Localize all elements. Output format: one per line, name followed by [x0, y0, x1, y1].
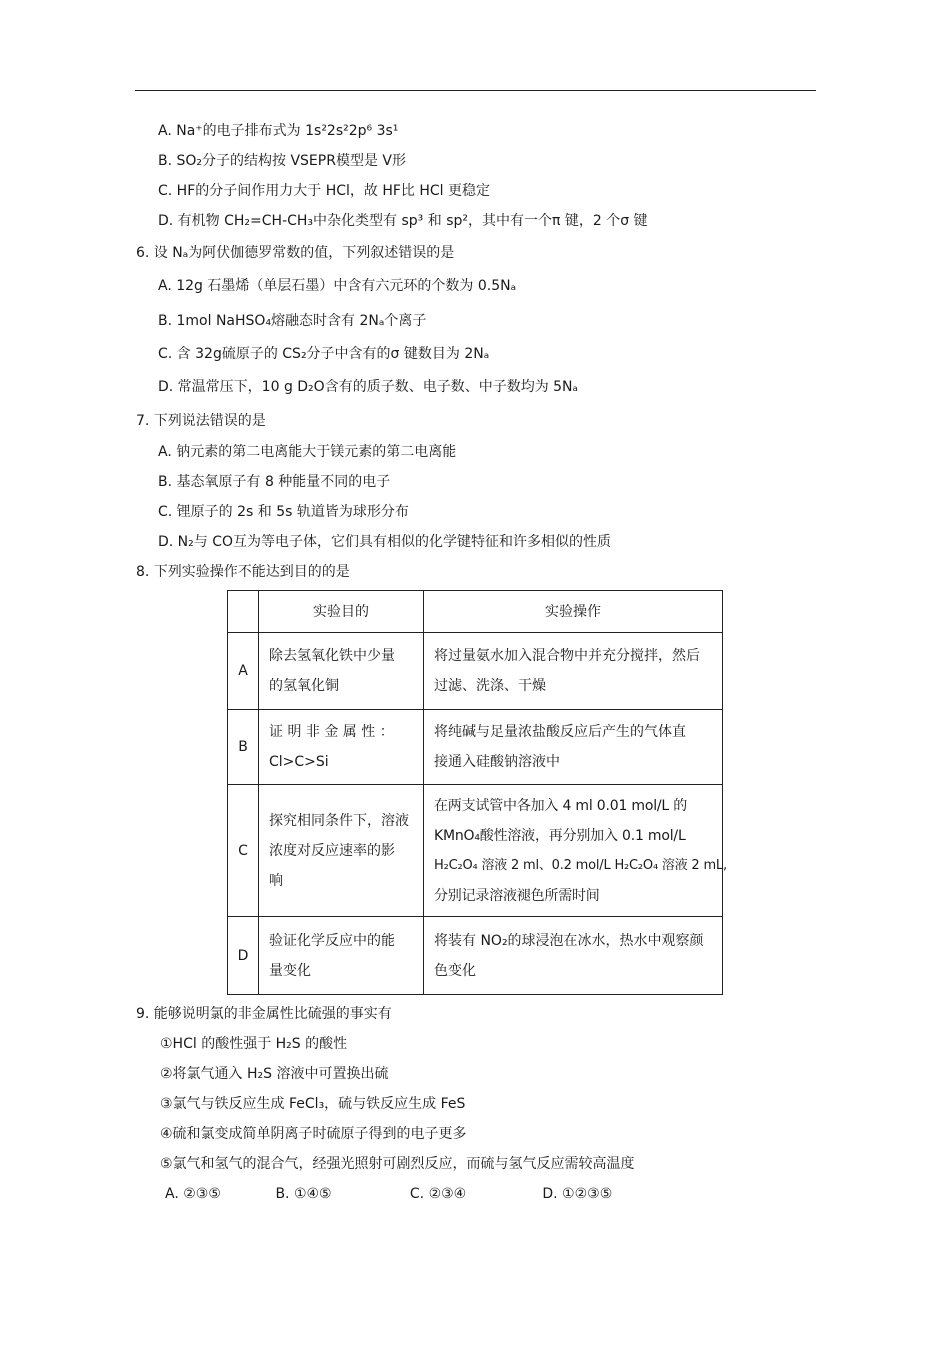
cell-line: 将过量氨水加入混合物中并充分搅拌，然后: [434, 648, 700, 664]
row-operation: [424, 785, 727, 917]
q5-option-a: A. Na⁺的电子排布式为 1s²2s²2p⁶ 3s¹: [158, 123, 399, 139]
q7-option-b: B. 基态氧原子有 8 种能量不同的电子: [158, 474, 391, 490]
cell-line: 色变化: [434, 962, 476, 979]
row-purpose: [259, 710, 424, 785]
table-row: [228, 785, 723, 917]
cell-line: H₂C₂O₄ 溶液 2 ml、0.2 mol/L H₂C₂O₄ 溶液 2 mL,: [434, 857, 727, 873]
row-purpose: [259, 633, 424, 710]
table-header-row: [228, 591, 723, 633]
q6-stem: 6. 设 Nₐ为阿伏伽德罗常数的值，下列叙述错误的是: [136, 245, 455, 261]
q9-answer-d: D. ①②③⑤: [542, 1186, 613, 1202]
cell-line: 响: [269, 872, 283, 889]
cell-line: KMnO₄酸性溶液，再分别加入 0.1 mol/L: [434, 827, 686, 844]
row-key: B: [228, 710, 259, 785]
cell-line: 分别记录溶液褪色所需时间: [434, 887, 600, 904]
q7-option-c: C. 锂原子的 2s 和 5s 轨道皆为球形分布: [158, 504, 409, 520]
cell-line: 探究相同条件下，溶液: [269, 812, 409, 829]
row-purpose: [259, 785, 424, 917]
cell-line: 浓度对反应速率的影: [269, 842, 395, 859]
cell-line: 在两支试管中各加入 4 ml 0.01 mol/L 的: [434, 797, 688, 814]
table-row: [228, 917, 723, 995]
table-header-key: [228, 591, 259, 633]
table-header-purpose: 实验目的: [259, 591, 424, 633]
q8-stem: 8. 下列实验操作不能达到目的的是: [136, 564, 350, 580]
table-row: [228, 710, 723, 785]
q9-stem: 9. 能够说明氯的非金属性比硫强的事实有: [136, 1006, 392, 1022]
header-rule: [135, 90, 816, 91]
q5-option-d: D. 有机物 CH₂=CH-CH₃中杂化类型有 sp³ 和 sp²，其中有一个π 键，2 个σ 键: [158, 213, 648, 229]
table-row: [228, 633, 723, 710]
cell-line: 的氢氧化铜: [269, 678, 339, 694]
experiment-table: [227, 590, 727, 995]
q9-answer-c: C. ②③④: [409, 1186, 467, 1202]
cell-line: 将装有 NO₂的球浸泡在冰水，热水中观察颜: [434, 932, 704, 949]
row-operation: [424, 917, 723, 995]
row-key: C: [228, 785, 259, 917]
q6-option-b: B. 1mol NaHSO₄熔融态时含有 2Nₐ个离子: [158, 313, 427, 329]
cell-line: 将纯碱与足量浓盐酸反应后产生的气体直: [434, 724, 686, 740]
q6-option-c: C. 含 32g硫原子的 CS₂分子中含有的σ 键数目为 2Nₐ: [158, 346, 490, 362]
cell-line: 接通入硅酸钠溶液中: [434, 754, 560, 770]
q9-answer-a: A. ②③⑤: [165, 1186, 221, 1202]
table-header-operation: 实验操作: [424, 591, 723, 633]
q9-item-1: ①HCl 的酸性强于 H₂S 的酸性: [160, 1036, 348, 1052]
q5-option-c: C. HF的分子间作用力大于 HCl，故 HF比 HCl 更稳定: [158, 183, 491, 199]
q9-item-3: ③氯气与铁反应生成 FeCl₃，硫与铁反应生成 FeS: [160, 1096, 466, 1112]
q6-option-a: A. 12g 石墨烯（单层石墨）中含有六元环的个数为 0.5Nₐ: [158, 278, 517, 294]
cell-line: 过滤、洗涤、干燥: [434, 678, 546, 694]
q5-option-b: B. SO₂分子的结构按 VSEPR模型是 V形: [158, 153, 406, 169]
row-purpose: [259, 917, 424, 995]
row-key: D: [228, 917, 259, 995]
q7-option-d: D. N₂与 CO互为等电子体，它们具有相似的化学键特征和许多相似的性质: [158, 534, 612, 550]
q9-item-5: ⑤氯气和氢气的混合气，经强光照射可剧烈反应，而硫与氢气反应需较高温度: [160, 1156, 635, 1172]
q9-answer-b: B. ①④⑤: [275, 1186, 332, 1202]
cell-line: 除去氢氧化铁中少量: [269, 648, 395, 664]
row-operation: [424, 710, 723, 785]
cell-line: Cl>C>Si: [269, 754, 329, 770]
row-operation: [424, 633, 723, 710]
cell-line: 量变化: [269, 962, 311, 979]
q9-item-4: ④硫和氯变成简单阴离子时硫原子得到的电子更多: [160, 1126, 467, 1142]
cell-line: 验证化学反应中的能: [269, 932, 395, 949]
q9-item-2: ②将氯气通入 H₂S 溶液中可置换出硫: [160, 1066, 389, 1082]
cell-line: 证 明 非 金 属 性 ：: [269, 724, 394, 740]
q7-stem: 7. 下列说法错误的是: [136, 413, 266, 429]
q9-answer-options: [165, 1184, 612, 1204]
q7-option-a: A. 钠元素的第二电离能大于镁元素的第二电离能: [158, 444, 457, 460]
row-key: A: [228, 633, 259, 710]
q6-option-d: D. 常温常压下，10 g D₂O含有的质子数、电子数、中子数均为 5Nₐ: [158, 379, 579, 395]
